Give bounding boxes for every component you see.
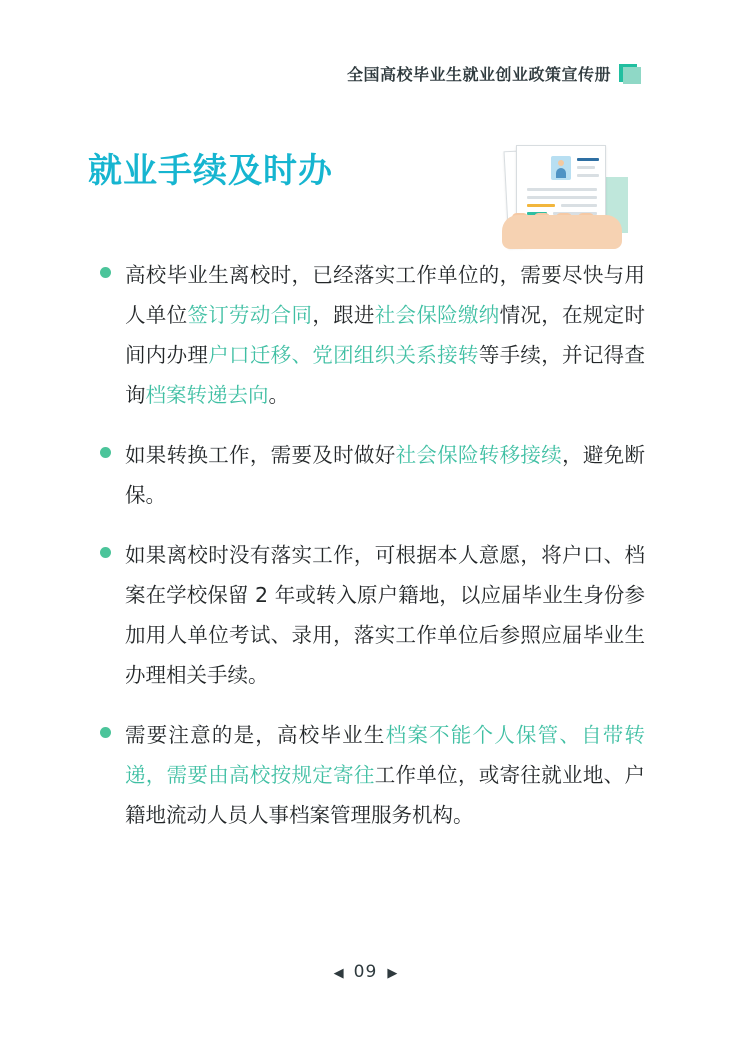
list-item-text — [125, 535, 645, 695]
plain-text: 需要注意的是，高校毕业生 — [125, 723, 386, 747]
plain-text: 高校毕业生离校时，已经落实工作单位的，需要尽快与用人单位 — [125, 263, 645, 327]
bullet-dot-icon — [100, 267, 111, 278]
plain-text: 等手续，并记得查询 — [125, 343, 645, 407]
highlighted-text: 档案不能个人保管、自带转递，需要由高校按规定寄往 — [125, 723, 646, 787]
list-item — [100, 535, 645, 695]
list-item — [100, 435, 645, 515]
page-footer — [0, 962, 731, 982]
brand-mark-icon — [619, 64, 641, 84]
highlighted-text: 社会保险缴纳 — [374, 303, 500, 327]
plain-text: 工作单位，或寄往就业地、户籍地流动人员人事档案管理服务机构。 — [125, 763, 645, 827]
highlighted-text: 签订劳动合同 — [187, 303, 313, 327]
plain-text: ，避免断保。 — [125, 443, 645, 507]
list-item — [100, 715, 645, 835]
title-block — [88, 143, 333, 192]
highlighted-text: 档案转递去向 — [145, 383, 269, 407]
page-number: 09 — [353, 962, 378, 982]
prev-page-arrow-icon[interactable]: ◀ — [333, 964, 344, 980]
page-title: 就业手续及时办 — [88, 151, 333, 191]
bullet-dot-icon — [100, 447, 111, 458]
header-title: 全国高校毕业生就业创业政策宣传册 — [346, 67, 611, 84]
next-page-arrow-icon[interactable]: ▶ — [387, 964, 398, 980]
bullet-dot-icon — [100, 727, 111, 738]
highlighted-text: 户口迁移、党团组织关系接转 — [208, 343, 479, 367]
plain-text: ，跟进 — [312, 303, 375, 327]
plain-text: 如果离校时没有落实工作，可根据本人意愿，将户口、档案在学校保留 2 年或转入原户籍地，以应届毕业生身份参加用人单位考试、录用，落实工作单位后参照应届毕业生办理相关手续。 — [125, 543, 645, 687]
plain-text: 情况，在规定时间内办理 — [125, 303, 645, 367]
resume-documents-icon — [490, 143, 640, 253]
plain-text: 。 — [268, 383, 289, 407]
plain-text: 如果转换工作，需要及时做好 — [125, 443, 396, 467]
list-item-text — [125, 715, 645, 835]
list-item-text — [125, 435, 645, 515]
highlighted-text: 社会保险转移接续 — [395, 443, 563, 467]
page-header — [347, 62, 641, 85]
bullet-dot-icon — [100, 547, 111, 558]
list-item — [100, 255, 645, 415]
content-body — [100, 255, 645, 855]
list-item-text — [125, 255, 645, 415]
